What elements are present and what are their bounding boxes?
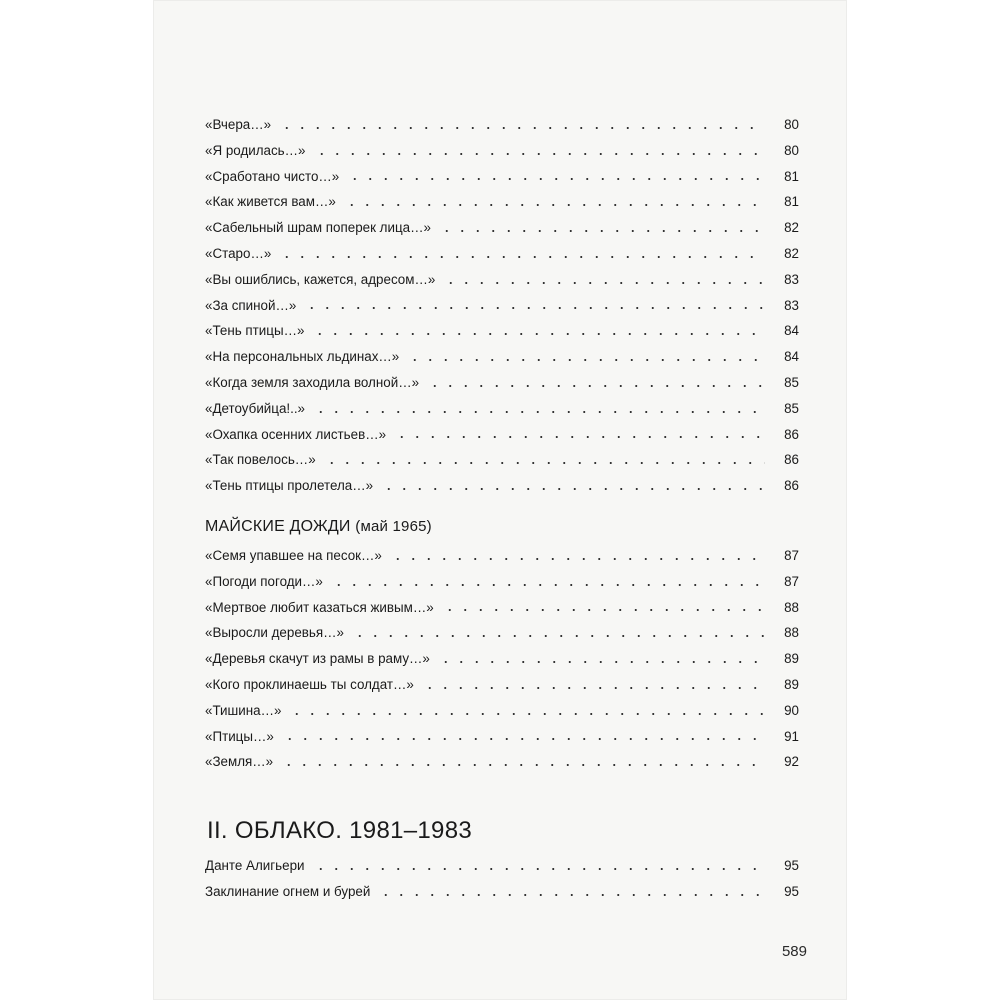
- toc-entry: [205, 447, 799, 473]
- entry-page: 81: [784, 194, 799, 210]
- entry-title: «Охапка осенних листьев…»: [205, 426, 387, 442]
- entry-page: 88: [784, 625, 799, 641]
- toc-entry: [205, 370, 799, 396]
- entry-title: «Деревья скачут из рамы в раму…»: [205, 651, 430, 667]
- entry-page: 85: [784, 400, 799, 416]
- entry-page: 82: [784, 220, 799, 236]
- entry-title: «Старо…»: [205, 245, 272, 261]
- dot-leader: [300, 307, 765, 309]
- toc-entry: [205, 543, 799, 569]
- entry-title: Данте Алигьери: [205, 858, 305, 874]
- entry-title: «Так повелось…»: [205, 452, 316, 468]
- entry-page: 92: [784, 754, 799, 770]
- page-number: 589: [781, 943, 807, 960]
- part-heading: II. ОБЛАКО. 1981–1983: [207, 817, 472, 845]
- toc-group-3: [205, 781, 799, 905]
- dot-leader: [438, 609, 765, 611]
- entry-title: «Тень птицы пролетела…»: [205, 478, 374, 494]
- toc-group-1: [205, 112, 799, 499]
- entry-title: «Как живется вам…»: [205, 194, 336, 210]
- toc-entry: [205, 112, 799, 138]
- entry-page: 83: [784, 297, 799, 313]
- entry-page: 90: [784, 702, 799, 718]
- toc-entry: [205, 138, 799, 164]
- entry-page: 95: [784, 883, 799, 899]
- dot-leader: [308, 333, 765, 335]
- entry-page: 86: [784, 426, 799, 442]
- dot-leader: [285, 713, 765, 715]
- dot-leader: [340, 204, 765, 206]
- entry-page: 80: [784, 142, 799, 158]
- dot-leader: [423, 385, 765, 387]
- dot-leader: [275, 256, 765, 258]
- entry-title: «Земля…»: [205, 754, 274, 770]
- toc-entry: [205, 473, 799, 499]
- dot-leader: [275, 127, 765, 129]
- table-of-contents: [205, 112, 799, 905]
- entry-page: 82: [784, 245, 799, 261]
- dot-leader: [390, 436, 765, 438]
- entry-page: 88: [784, 599, 799, 615]
- entry-title: «Мертвое любит казаться живым…»: [205, 599, 434, 615]
- entry-page: 89: [784, 676, 799, 692]
- toc-entry: [205, 569, 799, 595]
- entry-page: 87: [784, 573, 799, 589]
- section-heading-year: (май 1965): [355, 517, 432, 535]
- entry-page: 81: [784, 168, 799, 184]
- toc-entry: [205, 422, 799, 448]
- entry-title: «Детоубийца!..»: [205, 400, 305, 416]
- section-heading-title: МАЙСКИЕ ДОЖДИ: [205, 517, 351, 535]
- dot-leader: [309, 411, 765, 413]
- dot-leader: [435, 230, 765, 232]
- dot-leader: [348, 635, 765, 637]
- entry-title: «Сработано чисто…»: [205, 168, 340, 184]
- toc-entry: [205, 620, 799, 646]
- entry-page: 84: [784, 323, 799, 339]
- entry-title: «Семя упавшее на песок…»: [205, 547, 382, 563]
- entry-title: «Кого проклинаешь ты солдат…»: [205, 676, 414, 692]
- toc-entry: [205, 853, 799, 879]
- dot-leader: [278, 738, 765, 740]
- dot-leader: [418, 687, 765, 689]
- entry-page: 83: [784, 271, 799, 287]
- entry-page: 95: [784, 858, 799, 874]
- toc-entry: [205, 164, 799, 190]
- toc-entry: [205, 879, 799, 905]
- entry-page: 85: [784, 374, 799, 390]
- toc-entry: [205, 749, 799, 775]
- entry-title: «Когда земля заходила волной…»: [205, 374, 420, 390]
- entry-title: «На персональных льдинах…»: [205, 349, 400, 365]
- dot-leader: [439, 282, 765, 284]
- toc-entry: [205, 396, 799, 422]
- toc-entry: [205, 344, 799, 370]
- dot-leader: [327, 584, 765, 586]
- toc-entry: [205, 241, 799, 267]
- entry-page: 87: [784, 547, 799, 563]
- dot-leader: [309, 868, 765, 870]
- section-heading: [205, 499, 799, 543]
- entry-title: «Выросли деревья…»: [205, 625, 344, 641]
- dot-leader: [434, 661, 765, 663]
- toc-entry: [205, 595, 799, 621]
- entry-title: «Сабельный шрам поперек лица…»: [205, 220, 431, 236]
- toc-entry: [205, 189, 799, 215]
- dot-leader: [277, 764, 765, 766]
- book-page: [153, 0, 847, 1000]
- entry-title: Заклинание огнем и бурей: [205, 883, 371, 899]
- dot-leader: [386, 558, 765, 560]
- entry-page: 91: [784, 728, 799, 744]
- dot-leader: [403, 359, 765, 361]
- toc-entry: [205, 215, 799, 241]
- entry-page: 89: [784, 651, 799, 667]
- entry-title: «Погоди погоди…»: [205, 573, 323, 589]
- entry-page: 80: [784, 117, 799, 132]
- dot-leader: [320, 462, 765, 464]
- toc-entry: [205, 318, 799, 344]
- entry-title: «Вчера…»: [205, 117, 272, 132]
- entry-page: 84: [784, 349, 799, 365]
- entry-title: «Вы ошиблись, кажется, адресом…»: [205, 271, 436, 287]
- entry-title: «За спиной…»: [205, 297, 297, 313]
- toc-entry: [205, 267, 799, 293]
- dot-leader: [343, 178, 765, 180]
- toc-entry: [205, 672, 799, 698]
- toc-entry: [205, 293, 799, 319]
- entry-title: «Я родилась…»: [205, 142, 306, 158]
- dot-leader: [310, 153, 765, 155]
- dot-leader: [374, 894, 765, 896]
- toc-entry: [205, 698, 799, 724]
- toc-group-2: [205, 499, 799, 775]
- entry-title: «Тишина…»: [205, 702, 282, 718]
- entry-page: 86: [784, 452, 799, 468]
- toc-entry: [205, 646, 799, 672]
- entry-title: «Птицы…»: [205, 728, 274, 744]
- dot-leader: [377, 488, 765, 490]
- entry-page: 86: [784, 478, 799, 494]
- entry-title: «Тень птицы…»: [205, 323, 305, 339]
- toc-entry: [205, 724, 799, 750]
